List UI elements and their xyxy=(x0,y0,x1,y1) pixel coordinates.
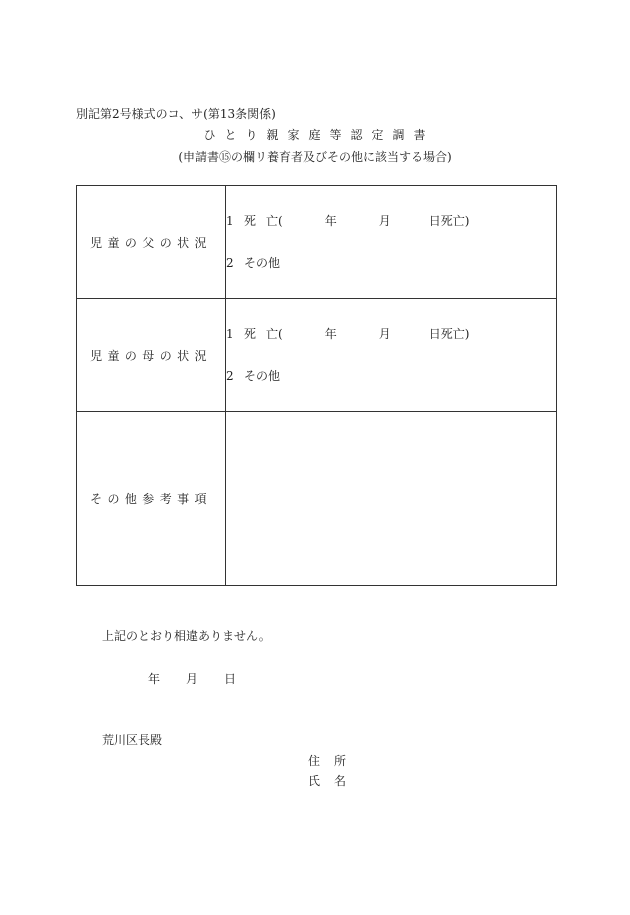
mother-status-options xyxy=(226,299,557,412)
form-reference: 別記第2号様式のコ、サ(第13条関係) xyxy=(76,107,276,121)
father-status-options xyxy=(226,186,557,299)
document-subtitle: (申請書⑮の欄リ養育者及びその他に該当する場合) xyxy=(178,150,452,164)
date-year-label: 年 xyxy=(148,672,161,686)
confirmation-statement: 上記のとおり相違ありません。 xyxy=(102,629,271,643)
father-status-row xyxy=(77,186,557,299)
date-month-label: 月 xyxy=(186,672,199,686)
name-label: 氏 名 xyxy=(308,774,347,788)
addressee: 荒川区長殿 xyxy=(102,733,163,747)
mother-option-deceased: 1 死 亡( 年 月 日死亡) xyxy=(226,327,470,341)
date-day-label: 日 xyxy=(224,672,237,686)
other-notes-row xyxy=(77,412,557,586)
mother-status-label: 児童の母の状況 xyxy=(77,299,226,412)
father-option-other: 2 その他 xyxy=(226,256,281,270)
other-notes-label: その他参考事項 xyxy=(77,412,226,586)
mother-status-row xyxy=(77,299,557,412)
mother-option-other: 2 その他 xyxy=(226,369,281,383)
father-option-deceased: 1 死 亡( 年 月 日死亡) xyxy=(226,214,470,228)
document-title: ひとり親家庭等認定調書 xyxy=(203,128,435,142)
address-label: 住 所 xyxy=(308,754,347,768)
certification-table xyxy=(76,185,557,586)
date-line xyxy=(148,670,236,687)
father-status-label: 児童の父の状況 xyxy=(77,186,226,299)
other-notes-field[interactable] xyxy=(226,412,557,586)
